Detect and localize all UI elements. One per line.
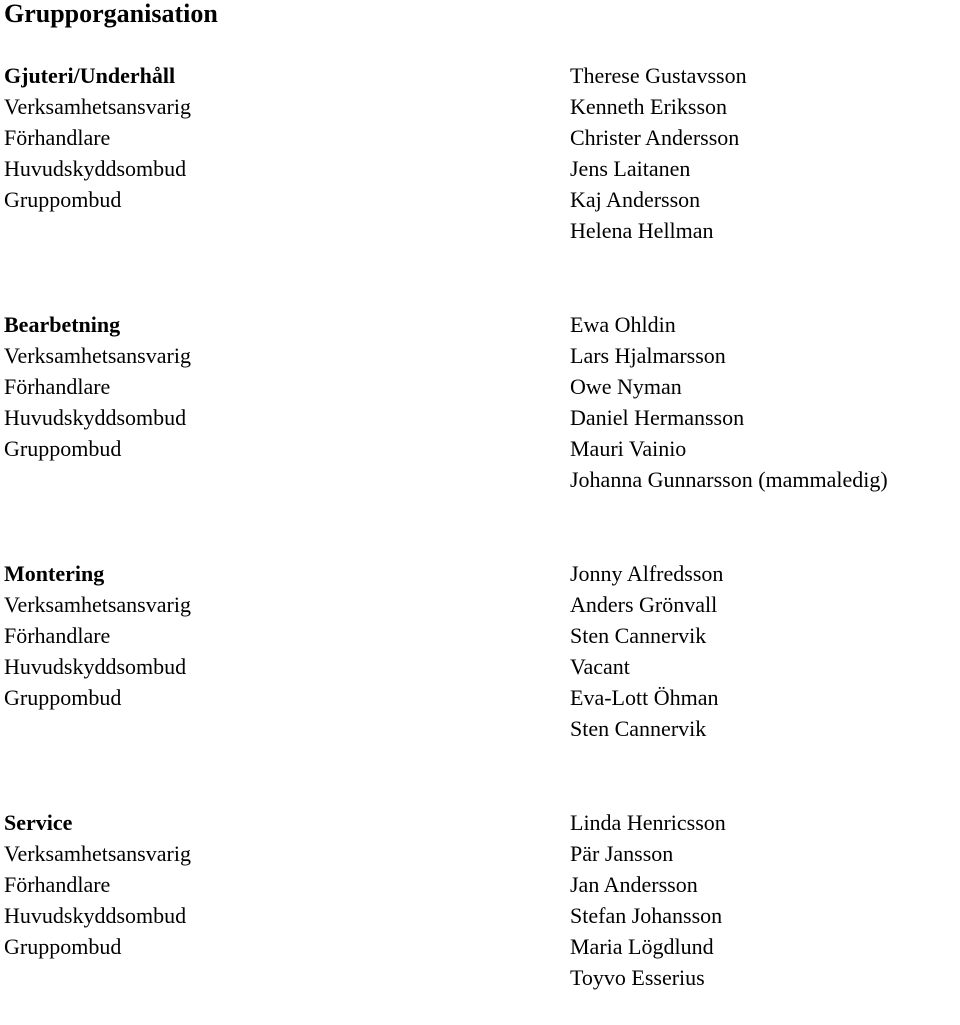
person-name: Christer Andersson — [570, 125, 740, 150]
role-label: Gruppombud — [4, 685, 122, 710]
person-name: Eva-Lott Öhman — [570, 685, 719, 710]
page-title: Grupporganisation — [4, 0, 218, 28]
group-section — [4, 558, 954, 741]
role-label: Huvudskyddsombud — [4, 903, 187, 928]
person-name: Jonny Alfredsson — [570, 561, 724, 586]
person-name: Kenneth Eriksson — [570, 94, 728, 119]
role-label: Verksamhetsansvarig — [4, 94, 191, 119]
role-label: Förhandlare — [4, 125, 111, 150]
person-name: Jan Andersson — [570, 872, 698, 897]
person-name: Linda Henricsson — [570, 810, 726, 835]
person-name: Sten Cannervik — [570, 623, 707, 648]
person-list — [570, 309, 960, 495]
person-name: Lars Hjalmarsson — [570, 343, 726, 368]
role-label: Förhandlare — [4, 872, 111, 897]
person-name: Therese Gustavsson — [570, 63, 747, 88]
person-name: Daniel Hermansson — [570, 405, 745, 430]
person-name: Stefan Johansson — [570, 903, 723, 928]
group-section — [4, 60, 954, 243]
role-label: Huvudskyddsombud — [4, 156, 187, 181]
role-label: Huvudskyddsombud — [4, 654, 187, 679]
role-label: Huvudskyddsombud — [4, 405, 187, 430]
group-heading: Montering — [4, 561, 105, 586]
person-name: Johanna Gunnarsson (mammaledig) — [570, 467, 888, 492]
person-name: Ewa Ohldin — [570, 312, 676, 337]
role-label: Verksamhetsansvarig — [4, 343, 191, 368]
group-heading: Bearbetning — [4, 312, 121, 337]
person-list — [570, 807, 960, 993]
person-name: Sten Cannervik — [570, 716, 707, 741]
role-label: Gruppombud — [4, 436, 122, 461]
person-name: Maria Lögdlund — [570, 934, 714, 959]
role-list — [4, 91, 304, 215]
person-name: Owe Nyman — [570, 374, 682, 399]
person-name: Toyvo Esserius — [570, 965, 705, 990]
role-label: Verksamhetsansvarig — [4, 841, 191, 866]
person-name: Helena Hellman — [570, 218, 714, 243]
group-heading: Service — [4, 810, 73, 835]
role-label: Verksamhetsansvarig — [4, 592, 191, 617]
person-list — [570, 60, 960, 246]
person-name: Jens Laitanen — [570, 156, 691, 181]
role-label: Förhandlare — [4, 623, 111, 648]
group-heading: Gjuteri/Underhåll — [4, 63, 176, 88]
role-list — [4, 838, 304, 962]
role-list — [4, 589, 304, 713]
group-section — [4, 309, 954, 492]
role-label: Gruppombud — [4, 187, 122, 212]
role-list — [4, 340, 304, 464]
person-name: Mauri Vainio — [570, 436, 687, 461]
person-name: Vacant — [570, 654, 630, 679]
person-name: Pär Jansson — [570, 841, 674, 866]
group-section — [4, 807, 954, 990]
person-name: Kaj Andersson — [570, 187, 701, 212]
person-name: Anders Grönvall — [570, 592, 718, 617]
role-label: Gruppombud — [4, 934, 122, 959]
role-label: Förhandlare — [4, 374, 111, 399]
person-list — [570, 558, 960, 744]
